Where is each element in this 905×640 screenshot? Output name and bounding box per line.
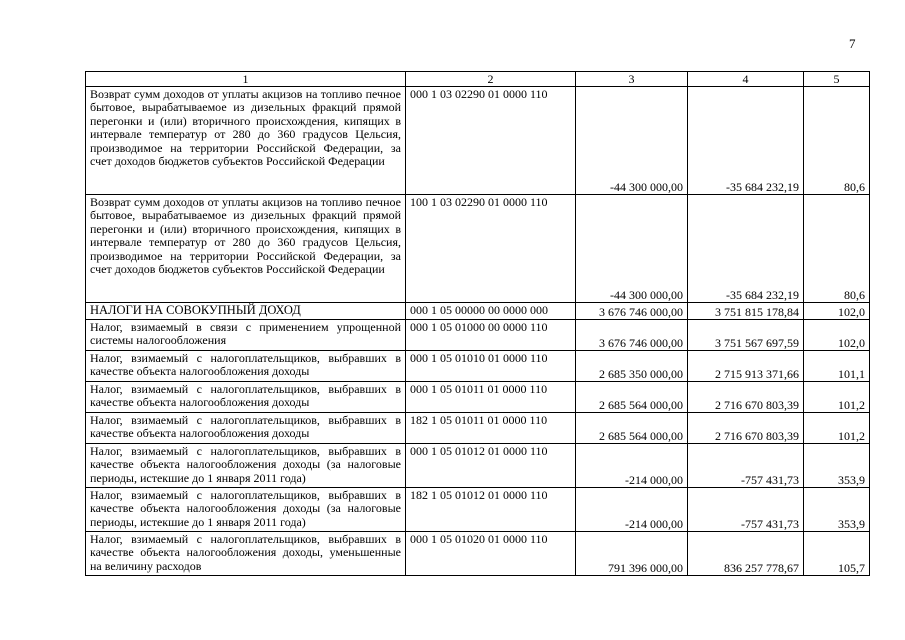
table-row [86,444,870,488]
row-actual: -35 684 232,19 [688,87,804,195]
row-code: 000 1 03 02290 01 0000 110 [406,87,576,195]
row-percent: 102,0 [804,303,870,320]
row-actual: 2 716 670 803,39 [688,382,804,413]
row-code: 000 1 05 00000 00 0000 000 [406,303,576,320]
row-planned: -214 000,00 [576,488,688,532]
row-actual: -757 431,73 [688,444,804,488]
row-name: Налог, взимаемый с налогоплательщиков, выбравших в качестве объекта налогообложения доходы (за налоговые периоды, истекшие до 1 января 2011 года) [86,488,406,532]
table-row [86,382,870,413]
row-actual: 3 751 567 697,59 [688,320,804,351]
row-name: Возврат сумм доходов от уплаты акцизов на топливо печное бытовое, вырабатываемое из дизельных фракций прямой перегонки и (или) вторичного происхождения, кипящих в интервале температур от 280 до 360 градусов Цельсия, производимое на территории Российской Федерации, за счет доходов бюджетов субъектов Российской Федерации [86,195,406,303]
row-code: 000 1 05 01010 01 0000 110 [406,351,576,382]
table-row [86,488,870,532]
row-actual: 3 751 815 178,84 [688,303,804,320]
row-name: Налог, взимаемый в связи с применением упрощенной системы налогообложения [86,320,406,351]
row-code: 000 1 05 01011 01 0000 110 [406,382,576,413]
table-row [86,195,870,303]
column-header-planned: 3 [576,72,688,87]
table-row [86,87,870,195]
column-header-actual: 4 [688,72,804,87]
row-name: Налог, взимаемый с налогоплательщиков, выбравших в качестве объекта налогообложения доходы, уменьшенные на величину расходов [86,532,406,576]
row-percent: 102,0 [804,320,870,351]
budget-revenue-table [85,71,870,576]
table-header-row [86,72,870,87]
column-header-percent: 5 [804,72,870,87]
row-percent: 353,9 [804,444,870,488]
row-actual: -757 431,73 [688,488,804,532]
row-planned: -214 000,00 [576,444,688,488]
row-planned: 3 676 746 000,00 [576,320,688,351]
column-header-code: 2 [406,72,576,87]
row-actual: 836 257 778,67 [688,532,804,576]
row-percent: 80,6 [804,195,870,303]
row-planned: 791 396 000,00 [576,532,688,576]
row-name: НАЛОГИ НА СОВОКУПНЫЙ ДОХОД [86,303,406,320]
row-code: 000 1 05 01020 01 0000 110 [406,532,576,576]
table-row [86,320,870,351]
row-name: Налог, взимаемый с налогоплательщиков, выбравших в качестве объекта налогообложения доходы (за налоговые периоды, истекшие до 1 января 2011 года) [86,444,406,488]
row-planned: -44 300 000,00 [576,87,688,195]
row-actual: -35 684 232,19 [688,195,804,303]
row-name: Налог, взимаемый с налогоплательщиков, выбравших в качестве объекта налогообложения доходы [86,382,406,413]
table-row [86,351,870,382]
row-planned: 3 676 746 000,00 [576,303,688,320]
row-percent: 101,2 [804,382,870,413]
row-percent: 101,2 [804,413,870,444]
column-header-name: 1 [86,72,406,87]
row-code: 100 1 03 02290 01 0000 110 [406,195,576,303]
row-code: 182 1 05 01011 01 0000 110 [406,413,576,444]
row-actual: 2 716 670 803,39 [688,413,804,444]
row-name: Налог, взимаемый с налогоплательщиков, выбравших в качестве объекта налогообложения доходы [86,413,406,444]
row-code: 182 1 05 01012 01 0000 110 [406,488,576,532]
row-name: Налог, взимаемый с налогоплательщиков, выбравших в качестве объекта налогообложения доходы [86,351,406,382]
row-actual: 2 715 913 371,66 [688,351,804,382]
table-row [86,303,870,320]
page-number: 7 [849,36,856,51]
row-percent: 101,1 [804,351,870,382]
table-row [86,413,870,444]
row-planned: -44 300 000,00 [576,195,688,303]
row-code: 000 1 05 01012 01 0000 110 [406,444,576,488]
row-code: 000 1 05 01000 00 0000 110 [406,320,576,351]
row-percent: 353,9 [804,488,870,532]
row-planned: 2 685 564 000,00 [576,413,688,444]
row-percent: 105,7 [804,532,870,576]
row-name: Возврат сумм доходов от уплаты акцизов на топливо печное бытовое, вырабатываемое из дизельных фракций прямой перегонки и (или) вторичного происхождения, кипящих в интервале температур от 280 до 360 градусов Цельсия, производимое на территории Российской Федерации, за счет доходов бюджетов субъектов Российской Федерации [86,87,406,195]
row-percent: 80,6 [804,87,870,195]
row-planned: 2 685 350 000,00 [576,351,688,382]
row-planned: 2 685 564 000,00 [576,382,688,413]
table-row [86,532,870,576]
